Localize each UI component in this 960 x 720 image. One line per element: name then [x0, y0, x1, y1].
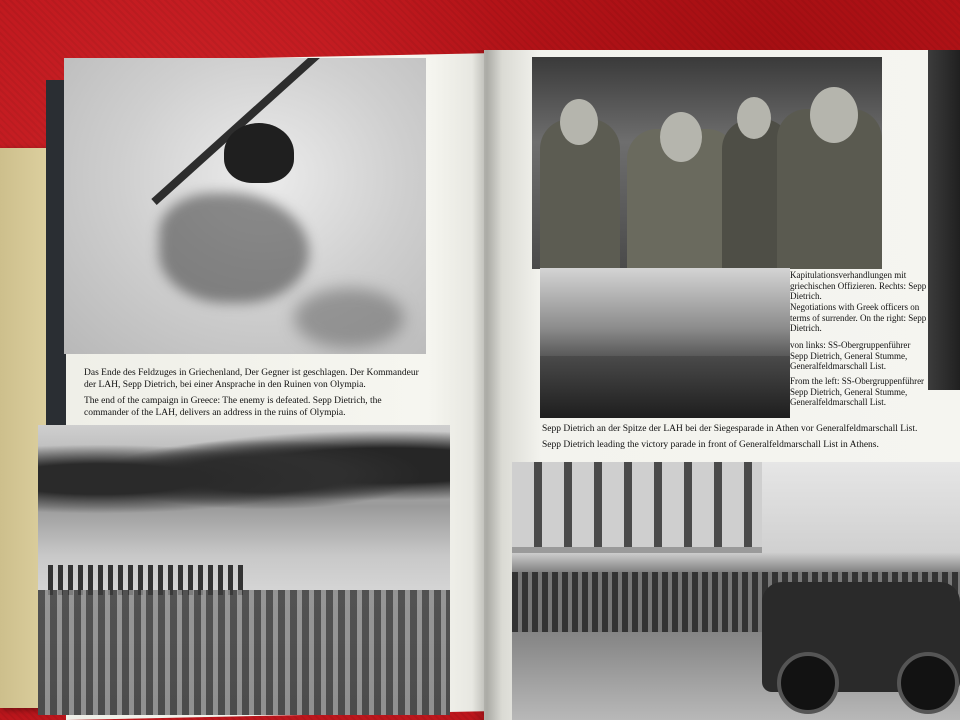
parade-caption-german: Sepp Dietrich an der Spitze der LAH bei der Siegesparade in Athen vor Generalfeldmarschall List. — [542, 424, 918, 434]
side-caption-german-2: von links: SS-Obergruppenführer Sepp Dietrich, General Stumme, Generalfeldmarschall List. — [790, 340, 911, 371]
photo-officers — [532, 57, 882, 269]
book-gutter — [472, 50, 502, 720]
car-shape — [540, 356, 790, 418]
right-cover-edge — [928, 50, 960, 390]
helmet-shape — [224, 123, 294, 183]
parade-caption-english: Sepp Dietrich leading the victory parade in front of Generalfeldmarschall List in Athens. — [542, 440, 879, 450]
building-facade — [512, 462, 762, 553]
officer-head — [810, 87, 858, 143]
caption-english-left: The end of the campaign in Greece: The enemy is defeated. Sepp Dietrich, the commander of the LAH, delivers an address in the ruins of Olympia. — [84, 396, 382, 418]
car-wheel — [777, 652, 839, 714]
soldiers-formation — [38, 590, 450, 715]
trees-silhouette — [38, 425, 450, 515]
officer-head — [737, 97, 771, 139]
side-caption-english-1: Negotiations with Greek officers on terms of surrender. On the right: Sepp Dietrich. — [790, 302, 927, 333]
photo-helmet-rifle — [64, 58, 426, 354]
photo-shadow — [294, 288, 404, 348]
photo-soldiers-ruins — [38, 425, 450, 715]
side-caption-german-1: Kapitulationsverhandlungen mit griechischen Offizieren. Rechts: Sepp Dietrich. — [790, 270, 927, 301]
photo-officers-in-car — [540, 268, 790, 418]
photo-victory-parade — [512, 462, 960, 720]
officer-head — [560, 99, 598, 145]
officer-head — [660, 112, 702, 162]
car-wheel — [897, 652, 959, 714]
photo-shadow — [159, 193, 309, 303]
caption-german-left: Das Ende des Feldzuges in Griechenland, Der Gegner ist geschlagen. Der Kommandeur der LAH, Sepp Dietrich, bei einer Ansprache in den Ruinen von Olympia. — [84, 368, 419, 390]
side-caption-english-2: From the left: SS-Obergruppenführer Sepp Dietrich, General Stumme, Generalfeldmarschall List. — [790, 376, 925, 407]
